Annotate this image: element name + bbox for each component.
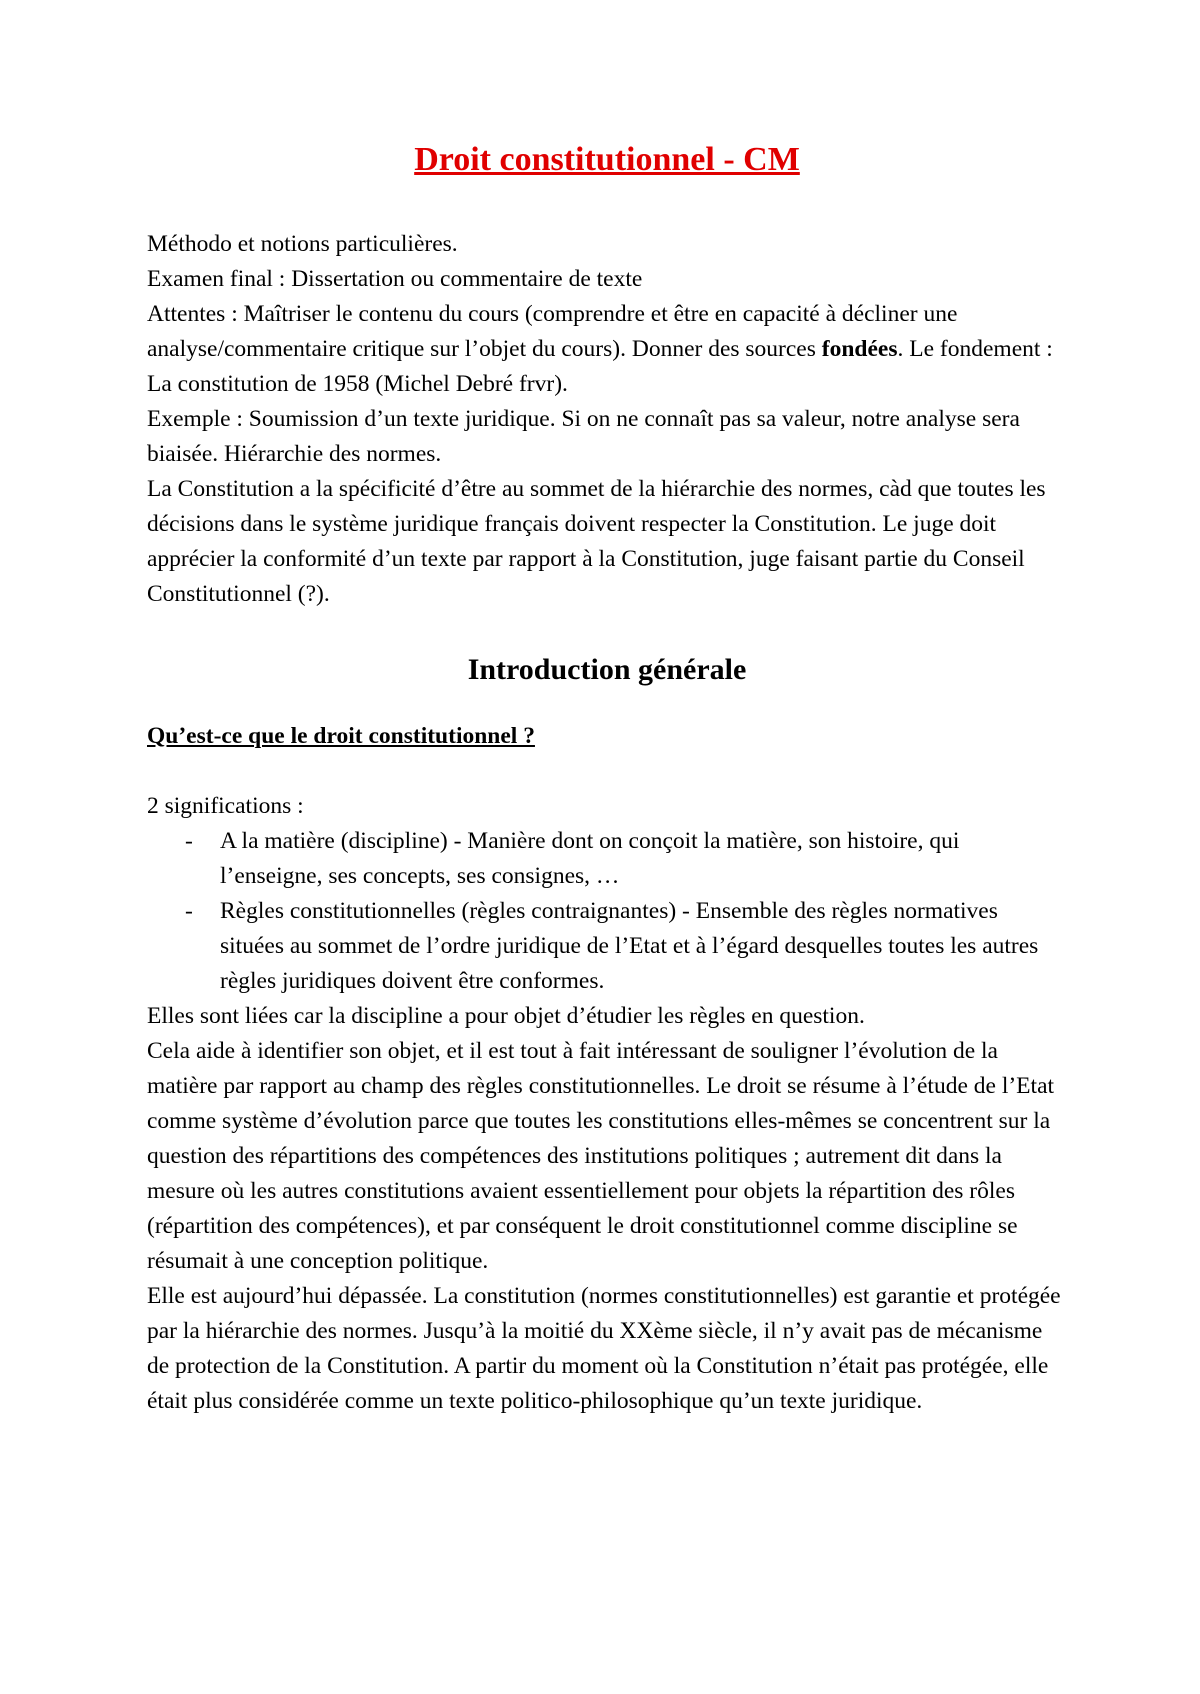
intro-exemple: Exemple : Soumission d’un texte juridique. Si on ne connaît pas sa valeur, notre analyse sera biaisée. Hiérarchie des normes. — [147, 405, 1020, 467]
intro-constitution: La Constitution a la spécificité d’être au sommet de la hiérarchie des normes, càd que toutes les décisions dans le système juridique français doivent respecter la Constitution. Le juge doit apprécier la conformité d’un texte par rapport à la Constitution, juge faisant partie du Conseil Constitutionnel (?). — [147, 475, 1046, 607]
attentes-bold-word: fondées — [821, 335, 898, 362]
list-item-text: Règles constitutionnelles (règles contraignantes) - Ensemble des règles normatives situées au sommet de l’ordre juridique de l’Etat et à l’égard desquelles toutes les autres règles juridiques doivent être conformes. — [220, 897, 1039, 994]
intro-line-methodo: Méthodo et notions particulières. — [147, 230, 458, 257]
dash-marker: - — [185, 827, 193, 854]
paragraph-evolution: Cela aide à identifier son objet, et il est tout à fait intéressant de souligner l’évolution de la matière par rapport au champ des règles constitutionnelles. Le droit se résume à l’étude de l’Etat comme système d’évolution parce que toutes les constitutions elles-mêmes se concentrent sur la question des répartitions des compétences des institutions politiques ; autrement dit dans la mesure où les autres constitutions avaient essentiellement pour objets la répartition des rôles (répartition des compétences), et par conséquent le droit constitutionnel comme discipline se résumait à une conception politique. — [147, 1037, 1055, 1274]
section-title: Introduction générale — [467, 652, 747, 686]
subsection-title: Qu’est-ce que le droit constitutionnel ? — [147, 722, 535, 749]
list-item-text: A la matière (discipline) - Manière dont on conçoit la matière, son histoire, qui l’enseigne, ses concepts, ses consignes, … — [220, 827, 960, 889]
blank-line — [147, 754, 1067, 789]
dash-marker: - — [185, 897, 193, 924]
significations-label: 2 significations : — [147, 792, 304, 819]
intro-attentes — [147, 297, 1067, 402]
attentes-text-end: . Le fondement : La constitution de 1958 (Michel Debré frvr). — [147, 335, 1053, 397]
document-page — [147, 140, 1067, 1419]
significations-list — [147, 824, 1067, 999]
list-item — [147, 824, 1067, 894]
paragraph-depassee: Elle est aujourd’hui dépassée. La constitution (normes constitutionnelles) est garantie et protégée par la hiérarchie des normes. Jusqu’à la moitié du XXème siècle, il n’y avait pas de mécanisme de protection de la Constitution. A partir du moment où la Constitution n’était pas protégée, elle était plus considérée comme un texte politico-philosophique qu’un texte juridique. — [147, 1282, 1061, 1414]
paragraph-liees: Elles sont liées car la discipline a pour objet d’étudier les règles en question. — [147, 1002, 865, 1029]
list-item — [147, 894, 1067, 999]
document-title: Droit constitutionnel - CM — [414, 141, 800, 178]
intro-line-examen: Examen final : Dissertation ou commentaire de texte — [147, 265, 643, 292]
attentes-text-start: Attentes : Maîtriser le contenu du cours (comprendre et être en capacité à décliner une analyse/commentaire critique sur l’objet du cours). Donner des sources — [147, 300, 958, 362]
